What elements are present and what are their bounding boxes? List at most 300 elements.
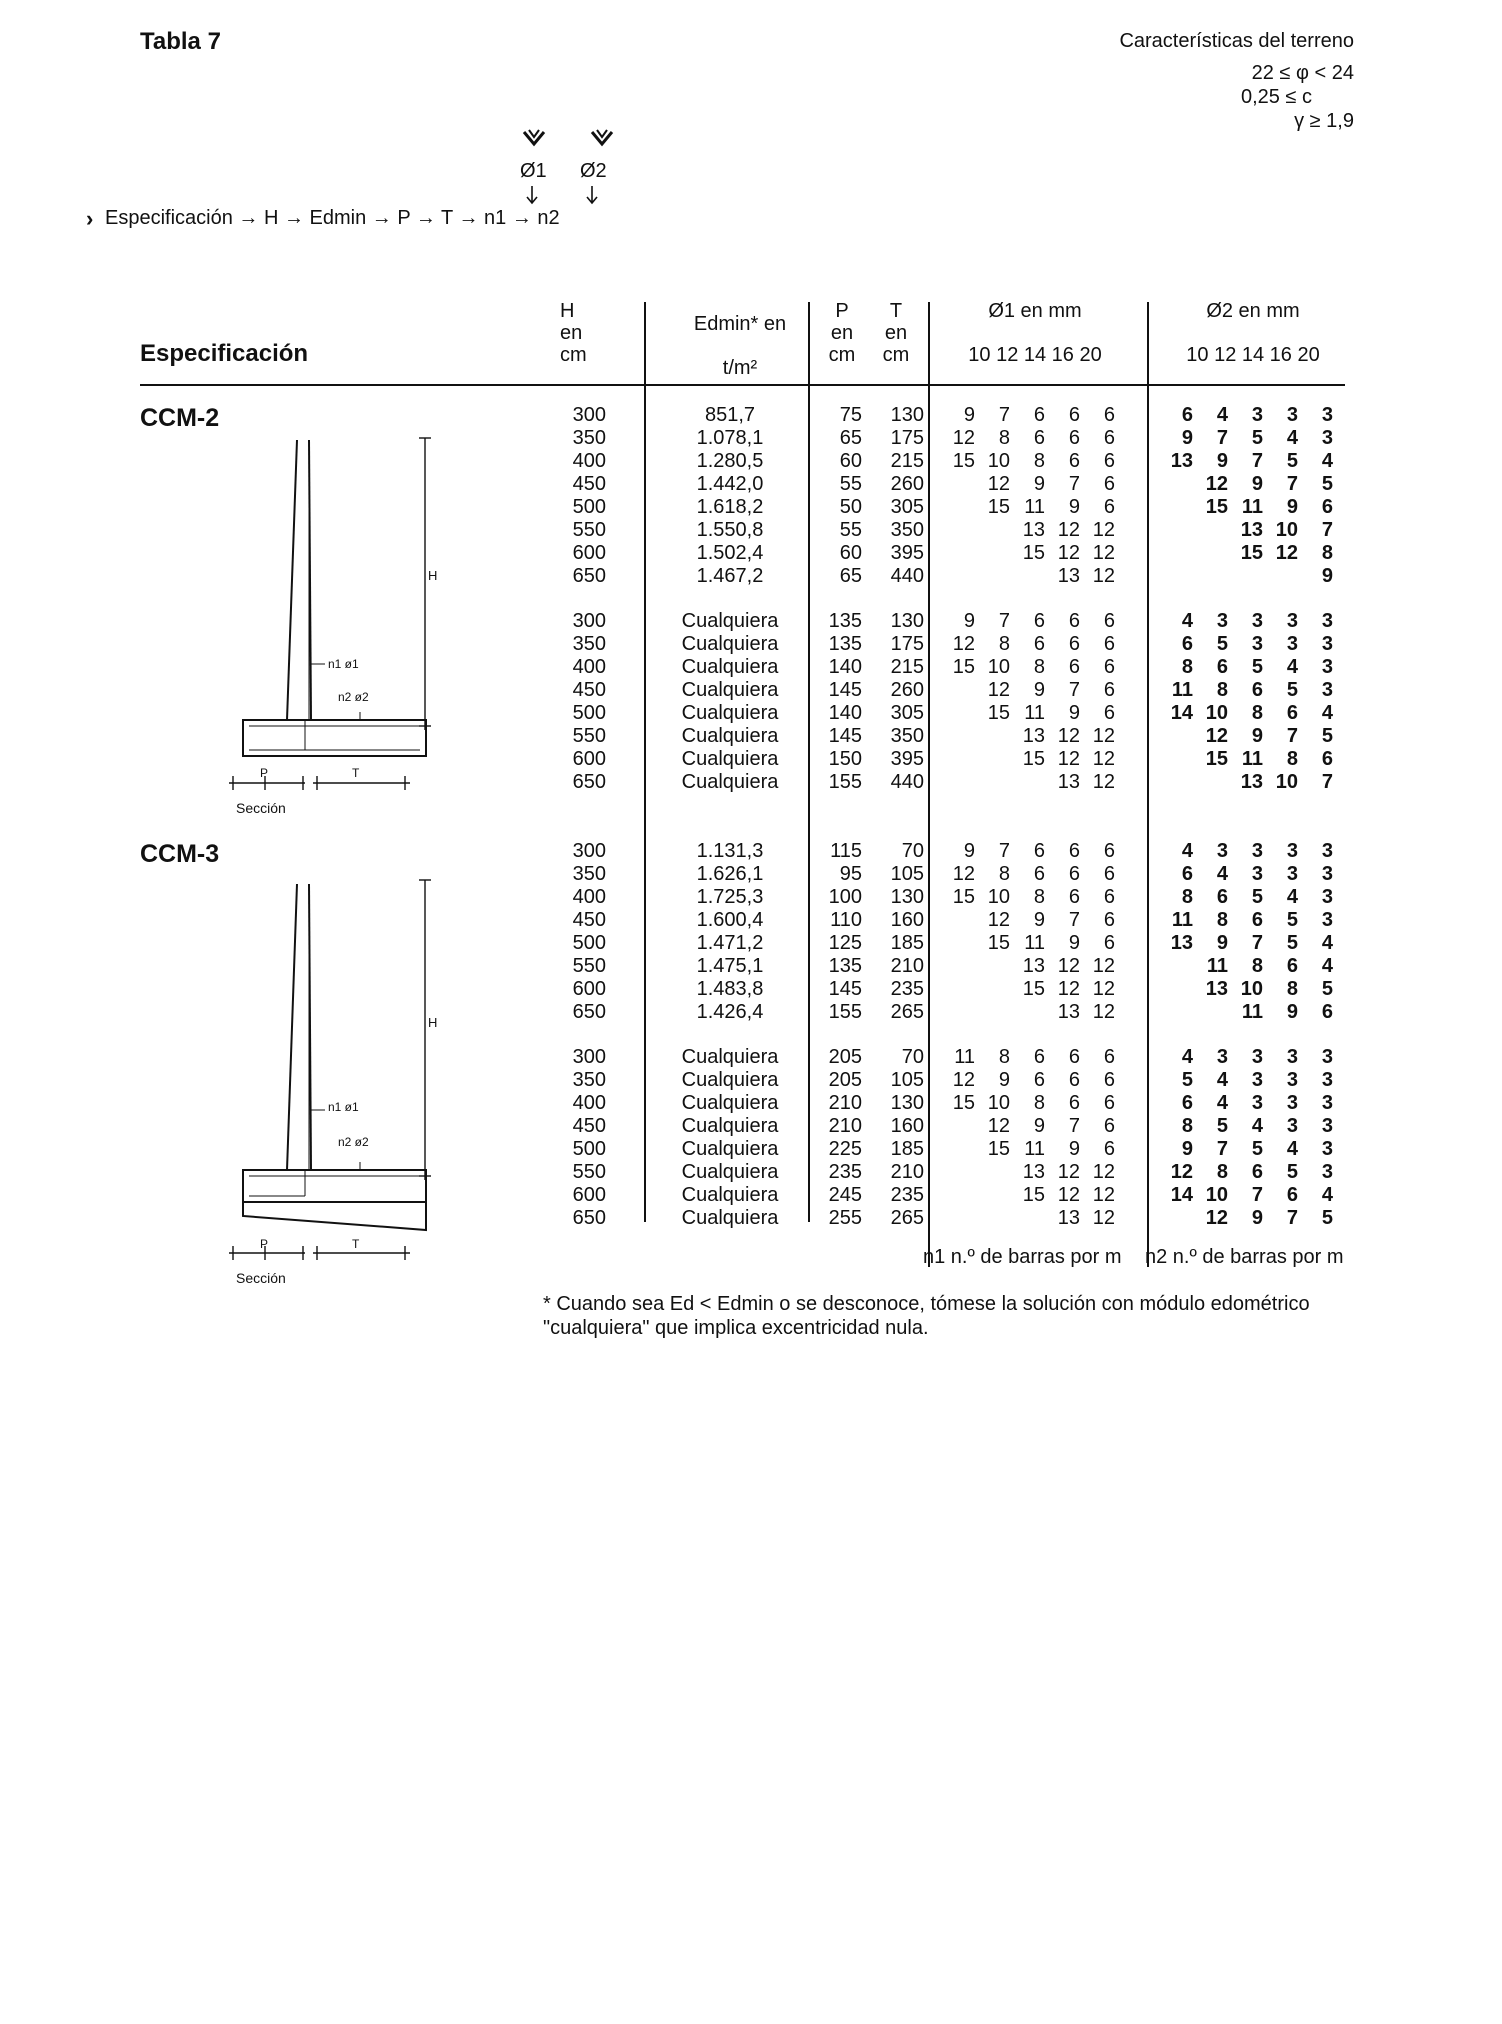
cell-h: 400: [572, 1092, 606, 1114]
cell-t: 395: [890, 542, 924, 564]
cell-d2: 12: [1170, 1161, 1193, 1183]
ccm2-n2-label: n2 ø2: [338, 690, 369, 704]
cell-d1: 6: [1103, 932, 1115, 954]
cell-t: 160: [890, 909, 924, 931]
cell-p: 75: [839, 404, 862, 426]
cell-d1: 12: [1092, 1184, 1115, 1206]
cell-p: 135: [828, 955, 862, 977]
cell-d1: 6: [1103, 404, 1115, 426]
cell-t: 185: [890, 932, 924, 954]
cell-t: 350: [890, 725, 924, 747]
cell-d1: 7: [1068, 473, 1080, 495]
page-title: Tabla 7: [140, 28, 221, 55]
ccm2-p-label: P: [260, 766, 269, 780]
cell-d1: 12: [987, 473, 1010, 495]
cell-d1: 6: [1068, 840, 1080, 862]
cell-edmin: 1.475,1: [696, 955, 764, 977]
cell-h: 500: [572, 702, 606, 724]
cell-edmin: Cualquiera: [681, 1115, 779, 1137]
cell-d2: 12: [1205, 473, 1228, 495]
cell-d2: 3: [1321, 679, 1333, 701]
cell-h: 300: [572, 610, 606, 632]
cell-d2: 8: [1286, 748, 1298, 770]
cell-d2: 7: [1321, 771, 1333, 793]
cell-d1: 8: [998, 633, 1010, 655]
cell-h: 350: [572, 863, 606, 885]
cell-d2: 3: [1321, 427, 1333, 449]
cell-d2: 8: [1216, 679, 1228, 701]
cell-t: 160: [890, 1115, 924, 1137]
cell-t: 305: [890, 496, 924, 518]
cell-d2: 3: [1286, 863, 1298, 885]
cell-edmin: Cualquiera: [681, 679, 779, 701]
cell-d1: 9: [1033, 473, 1045, 495]
cell-t: 215: [890, 450, 924, 472]
cell-d1: 12: [1092, 955, 1115, 977]
cell-d1: 9: [1068, 702, 1080, 724]
cell-d2: 7: [1286, 473, 1298, 495]
cell-edmin: 1.467,2: [696, 565, 764, 587]
cell-h: 550: [572, 955, 606, 977]
cell-d1: 7: [998, 840, 1010, 862]
block-label-ccm2: CCM-2: [140, 404, 220, 432]
cell-d2: 11: [1241, 748, 1263, 770]
cell-t: 260: [890, 679, 924, 701]
cell-p: 155: [828, 1001, 862, 1023]
cell-d1: 6: [1033, 427, 1045, 449]
cell-d2: 13: [1170, 450, 1193, 472]
cell-d2: 5: [1321, 725, 1333, 747]
cell-d1: 12: [1092, 725, 1115, 747]
cell-d2: 8: [1181, 1115, 1193, 1137]
cell-d2: 6: [1321, 496, 1333, 518]
cell-d2: 14: [1170, 702, 1193, 724]
cell-edmin: 1.131,3: [696, 840, 764, 862]
cell-d2: 3: [1321, 610, 1333, 632]
cell-p: 110: [830, 909, 862, 931]
cell-d1: 6: [1068, 886, 1080, 908]
cell-edmin: Cualquiera: [681, 1207, 779, 1229]
cell-d2: 9: [1251, 473, 1263, 495]
cell-d1: 6: [1068, 1069, 1080, 1091]
p-header-line-2: en: [830, 322, 854, 344]
t-header-line-2: en: [884, 322, 908, 344]
cell-d1: 6: [1068, 610, 1080, 632]
cell-d2: 4: [1321, 955, 1333, 977]
cell-d2: 5: [1286, 909, 1298, 931]
cell-edmin: Cualquiera: [681, 725, 779, 747]
cell-d1: 6: [1103, 450, 1115, 472]
cell-d2: 10: [1275, 771, 1298, 793]
cell-t: 235: [890, 978, 924, 1000]
cell-d1: 15: [987, 932, 1010, 954]
cell-h: 350: [572, 633, 606, 655]
cell-edmin: 1.550,8: [696, 519, 764, 541]
cell-d1: 12: [1057, 542, 1080, 564]
cell-d1: 12: [987, 1115, 1010, 1137]
cell-p: 95: [839, 863, 862, 885]
cell-d2: 10: [1240, 978, 1263, 1000]
cell-d1: 12: [1092, 1161, 1115, 1183]
cell-d1: 6: [1068, 404, 1080, 426]
cell-d2: 5: [1216, 1115, 1228, 1137]
cell-d1: 12: [1057, 1184, 1080, 1206]
cell-d2: 8: [1216, 909, 1228, 931]
cell-h: 550: [572, 725, 606, 747]
cell-d1: 13: [1022, 1161, 1045, 1183]
flow-sequence: Especificación → H → Edmin → P → T → n1 → n2: [105, 207, 560, 229]
cell-p: 60: [839, 542, 862, 564]
cell-d2: 10: [1275, 519, 1298, 541]
cell-d2: 9: [1286, 496, 1298, 518]
cell-h: 600: [572, 978, 606, 1000]
cell-edmin: Cualquiera: [681, 633, 779, 655]
cell-d1: 6: [1068, 863, 1080, 885]
cell-d1: 8: [1033, 886, 1045, 908]
cell-d2: 3: [1216, 1046, 1228, 1068]
cell-d2: 3: [1286, 1115, 1298, 1137]
cell-p: 140: [828, 702, 862, 724]
cell-d2: 6: [1321, 1001, 1333, 1023]
cell-h: 650: [572, 1207, 606, 1229]
cell-d2: 10: [1205, 1184, 1228, 1206]
cell-d2: 5: [1251, 886, 1263, 908]
cell-d1: 6: [1103, 863, 1115, 885]
p-header-line-1: P: [835, 300, 849, 322]
cell-d1: 7: [998, 404, 1010, 426]
cell-p: 205: [828, 1046, 862, 1068]
cell-d2: 9: [1181, 1138, 1193, 1160]
flow-symbol-d1: Ø1: [520, 160, 547, 182]
t-column-header: [876, 300, 916, 366]
cell-d1: 15: [952, 450, 975, 472]
cell-d1: 6: [1103, 679, 1115, 701]
cell-d2: 8: [1251, 955, 1263, 977]
cell-edmin: Cualquiera: [681, 610, 779, 632]
cell-edmin: 1.442,0: [696, 473, 764, 495]
cell-d1: 12: [1057, 978, 1080, 1000]
cell-d1: 9: [1033, 1115, 1045, 1137]
cell-d2: 3: [1286, 1092, 1298, 1114]
cell-t: 210: [890, 1161, 924, 1183]
cell-d1: 6: [1103, 473, 1115, 495]
cell-d1: 9: [963, 404, 975, 426]
cell-d2: 6: [1181, 404, 1193, 426]
cell-t: 210: [890, 955, 924, 977]
cell-d1: 15: [987, 702, 1010, 724]
cell-edmin: 1.618,2: [696, 496, 764, 518]
cell-d2: 6: [1251, 679, 1263, 701]
cell-d1: 12: [952, 1069, 975, 1091]
cell-d1: 6: [1103, 1138, 1115, 1160]
footnote: * Cuando sea Ed < Edmin o se desconoce, tómese la solución con módulo edométrico "cualquiera" que implica excentricidad nula.: [543, 1293, 1310, 1339]
cell-t: 305: [890, 702, 924, 724]
cell-t: 215: [890, 656, 924, 678]
cell-d1: 12: [1092, 519, 1115, 541]
cell-p: 100: [828, 886, 862, 908]
cell-p: 65: [839, 427, 862, 449]
cell-edmin: Cualquiera: [681, 1184, 779, 1206]
cell-d2: 7: [1286, 725, 1298, 747]
cell-d2: 12: [1205, 725, 1228, 747]
cell-d1: 7: [1068, 679, 1080, 701]
cell-p: 155: [828, 771, 862, 793]
header-rule: [140, 384, 1345, 386]
cell-edmin: 1.426,4: [696, 1001, 764, 1023]
t-header-line-1: T: [889, 300, 903, 322]
cell-d2: 15: [1205, 748, 1228, 770]
cell-d1: 6: [1033, 404, 1045, 426]
cell-d2: 5: [1321, 978, 1333, 1000]
cell-d1: 12: [987, 909, 1010, 931]
cell-d2: 6: [1251, 1161, 1263, 1183]
cell-d2: 4: [1216, 404, 1228, 426]
cell-edmin: Cualquiera: [681, 771, 779, 793]
cell-d1: 15: [952, 886, 975, 908]
cell-d2: 6: [1181, 633, 1193, 655]
ccm3-t-label: T: [352, 1237, 360, 1251]
cell-d1: 7: [1068, 909, 1080, 931]
cell-p: 150: [828, 748, 862, 770]
cell-d1: 10: [987, 1092, 1010, 1114]
cell-d2: 13: [1240, 771, 1263, 793]
cell-d1: 15: [1022, 1184, 1045, 1206]
cell-h: 500: [572, 932, 606, 954]
cell-d1: 10: [987, 450, 1010, 472]
cell-d1: 6: [1033, 863, 1045, 885]
cell-t: 70: [901, 840, 924, 862]
cell-h: 600: [572, 1184, 606, 1206]
cell-d2: 3: [1321, 1069, 1333, 1091]
cell-d1: 13: [1057, 1001, 1080, 1023]
cell-d1: 15: [987, 1138, 1010, 1160]
cell-p: 60: [839, 450, 862, 472]
cell-d2: 3: [1251, 1069, 1263, 1091]
cell-d1: 12: [1092, 748, 1115, 770]
cell-d1: 11: [1024, 702, 1045, 724]
down-arrows-icon: [520, 184, 610, 206]
cell-t: 440: [890, 565, 924, 587]
cell-d2: 4: [1321, 1184, 1333, 1206]
cell-d1: 6: [1103, 427, 1115, 449]
cell-d1: 15: [987, 496, 1010, 518]
cell-t: 265: [890, 1001, 924, 1023]
cell-t: 130: [890, 610, 924, 632]
cell-d1: 12: [1057, 748, 1080, 770]
cell-d1: 13: [1057, 1207, 1080, 1229]
cell-p: 140: [828, 656, 862, 678]
cell-t: 105: [890, 1069, 924, 1091]
cell-d2: 12: [1205, 1207, 1228, 1229]
cell-d1: 12: [1092, 1207, 1115, 1229]
cell-d1: 8: [1033, 1092, 1045, 1114]
cell-d2: 6: [1181, 863, 1193, 885]
cell-d2: 5: [1286, 450, 1298, 472]
cell-d2: 3: [1321, 909, 1333, 931]
cell-d1: 12: [1092, 1001, 1115, 1023]
cell-d1: 6: [1068, 427, 1080, 449]
cell-d2: 15: [1205, 496, 1228, 518]
cell-h: 450: [572, 909, 606, 931]
cell-d1: 8: [998, 1046, 1010, 1068]
cell-edmin: 1.078,1: [696, 427, 764, 449]
cell-edmin: 851,7: [704, 404, 756, 426]
ccm3-n2-label: n2 ø2: [338, 1135, 369, 1149]
cell-d2: 15: [1240, 542, 1263, 564]
cell-d2: 5: [1286, 1161, 1298, 1183]
ccm3-n1-label: n1 ø1: [328, 1100, 359, 1114]
cell-d1: 12: [952, 863, 975, 885]
cell-d1: 6: [1033, 610, 1045, 632]
cell-t: 130: [890, 404, 924, 426]
cell-p: 255: [828, 1207, 862, 1229]
cell-t: 105: [890, 863, 924, 885]
cell-d2: 5: [1251, 656, 1263, 678]
d1-diameter-subheader: 10 12 14 16 20: [968, 344, 1102, 366]
cell-t: 440: [890, 771, 924, 793]
cell-d1: 8: [1033, 656, 1045, 678]
cell-d2: 3: [1251, 1046, 1263, 1068]
p-header-line-3: cm: [828, 344, 856, 366]
cell-d1: 15: [1022, 542, 1045, 564]
cell-d1: 12: [1057, 519, 1080, 541]
cell-h: 300: [572, 840, 606, 862]
flow-start-icon: ›: [86, 206, 94, 231]
h-header-line-1: H: [560, 300, 575, 322]
cell-h: 450: [572, 1115, 606, 1137]
cell-d1: 6: [1033, 1069, 1045, 1091]
cell-d2: 11: [1171, 679, 1193, 701]
cell-h: 650: [572, 565, 606, 587]
cell-d2: 11: [1206, 955, 1228, 977]
cell-p: 145: [828, 679, 862, 701]
cell-d2: 6: [1321, 748, 1333, 770]
cell-d1: 6: [1103, 656, 1115, 678]
cell-d2: 5: [1251, 427, 1263, 449]
cell-d2: 13: [1205, 978, 1228, 1000]
cell-d1: 7: [1068, 1115, 1080, 1137]
cell-h: 400: [572, 886, 606, 908]
cell-d2: 6: [1286, 702, 1298, 724]
cell-d2: 3: [1286, 610, 1298, 632]
cell-h: 450: [572, 679, 606, 701]
cell-d1: 6: [1103, 610, 1115, 632]
cell-d1: 6: [1103, 840, 1115, 862]
cell-d2: 5: [1321, 1207, 1333, 1229]
cell-d2: 5: [1321, 473, 1333, 495]
cell-d1: 9: [1033, 909, 1045, 931]
cell-d2: 3: [1321, 656, 1333, 678]
cell-d2: 4: [1286, 656, 1298, 678]
cell-d2: 7: [1251, 1184, 1263, 1206]
selection-arrows-icon: [520, 128, 630, 152]
cell-d1: 13: [1022, 519, 1045, 541]
cell-edmin: Cualquiera: [681, 748, 779, 770]
cell-d2: 3: [1321, 1138, 1333, 1160]
cell-edmin: 1.280,5: [696, 450, 764, 472]
cell-d1: 6: [1103, 1115, 1115, 1137]
cell-d2: 3: [1321, 1161, 1333, 1183]
cell-d1: 12: [952, 633, 975, 655]
column-divider: [644, 302, 646, 1222]
edmin-header-line-2: t/m²: [722, 357, 758, 379]
cell-d2: 5: [1286, 932, 1298, 954]
cell-d1: 15: [952, 656, 975, 678]
cell-d2: 4: [1181, 840, 1193, 862]
cell-d2: 3: [1286, 633, 1298, 655]
column-divider: [928, 302, 930, 1267]
cell-p: 55: [839, 473, 862, 495]
cell-d2: 4: [1251, 1115, 1263, 1137]
cell-d2: 8: [1216, 1161, 1228, 1183]
cell-d1: 12: [1057, 1161, 1080, 1183]
cell-d1: 6: [1068, 656, 1080, 678]
cell-d2: 6: [1286, 955, 1298, 977]
cell-d1: 15: [1022, 748, 1045, 770]
cell-d2: 3: [1321, 1092, 1333, 1114]
cell-t: 130: [890, 1092, 924, 1114]
column-divider: [808, 302, 810, 1222]
cell-edmin: 1.600,4: [696, 909, 764, 931]
edmin-column-header: [680, 302, 800, 390]
cell-p: 205: [828, 1069, 862, 1091]
cell-d2: 3: [1321, 840, 1333, 862]
ccm2-t-label: T: [352, 766, 360, 780]
ccm2-section-caption: Sección: [236, 800, 286, 816]
cell-d2: 6: [1181, 1092, 1193, 1114]
cell-d1: 6: [1068, 633, 1080, 655]
cell-d2: 6: [1251, 909, 1263, 931]
cell-d1: 8: [998, 427, 1010, 449]
ccm2-n1-label: n1 ø1: [328, 657, 359, 671]
cell-d2: 4: [1286, 886, 1298, 908]
cell-d2: 4: [1216, 1092, 1228, 1114]
cell-d1: 6: [1068, 1092, 1080, 1114]
cell-d2: 4: [1181, 610, 1193, 632]
cell-d1: 12: [1092, 771, 1115, 793]
terrain-condition-phi: 22 ≤ φ < 24: [1251, 62, 1354, 84]
cell-d2: 7: [1216, 427, 1228, 449]
cell-h: 350: [572, 427, 606, 449]
cell-d2: 4: [1286, 1138, 1298, 1160]
cell-d2: 7: [1286, 1207, 1298, 1229]
cell-d2: 3: [1321, 633, 1333, 655]
cell-d2: 4: [1321, 932, 1333, 954]
cell-d2: 13: [1170, 932, 1193, 954]
cell-d2: 3: [1251, 633, 1263, 655]
cell-d2: 8: [1251, 702, 1263, 724]
cell-t: 395: [890, 748, 924, 770]
cell-h: 300: [572, 1046, 606, 1068]
legend-n2: n2 n.º de barras por m: [1145, 1246, 1344, 1268]
cell-t: 175: [890, 633, 924, 655]
cell-d1: 6: [1033, 633, 1045, 655]
cell-d2: 4: [1216, 1069, 1228, 1091]
cell-p: 55: [839, 519, 862, 541]
terrain-heading: Características del terreno: [1119, 30, 1354, 52]
cell-d1: 6: [1103, 702, 1115, 724]
cell-d1: 12: [952, 427, 975, 449]
cell-t: 235: [890, 1184, 924, 1206]
ccm3-section-diagram: [225, 870, 455, 1280]
cell-d1: 13: [1022, 955, 1045, 977]
cell-p: 235: [828, 1161, 862, 1183]
cell-d1: 6: [1103, 1092, 1115, 1114]
cell-d2: 3: [1251, 1092, 1263, 1114]
edmin-header-line-1: Edmin* en: [693, 313, 787, 335]
cell-d1: 6: [1103, 1046, 1115, 1068]
cell-edmin: 1.471,2: [696, 932, 764, 954]
